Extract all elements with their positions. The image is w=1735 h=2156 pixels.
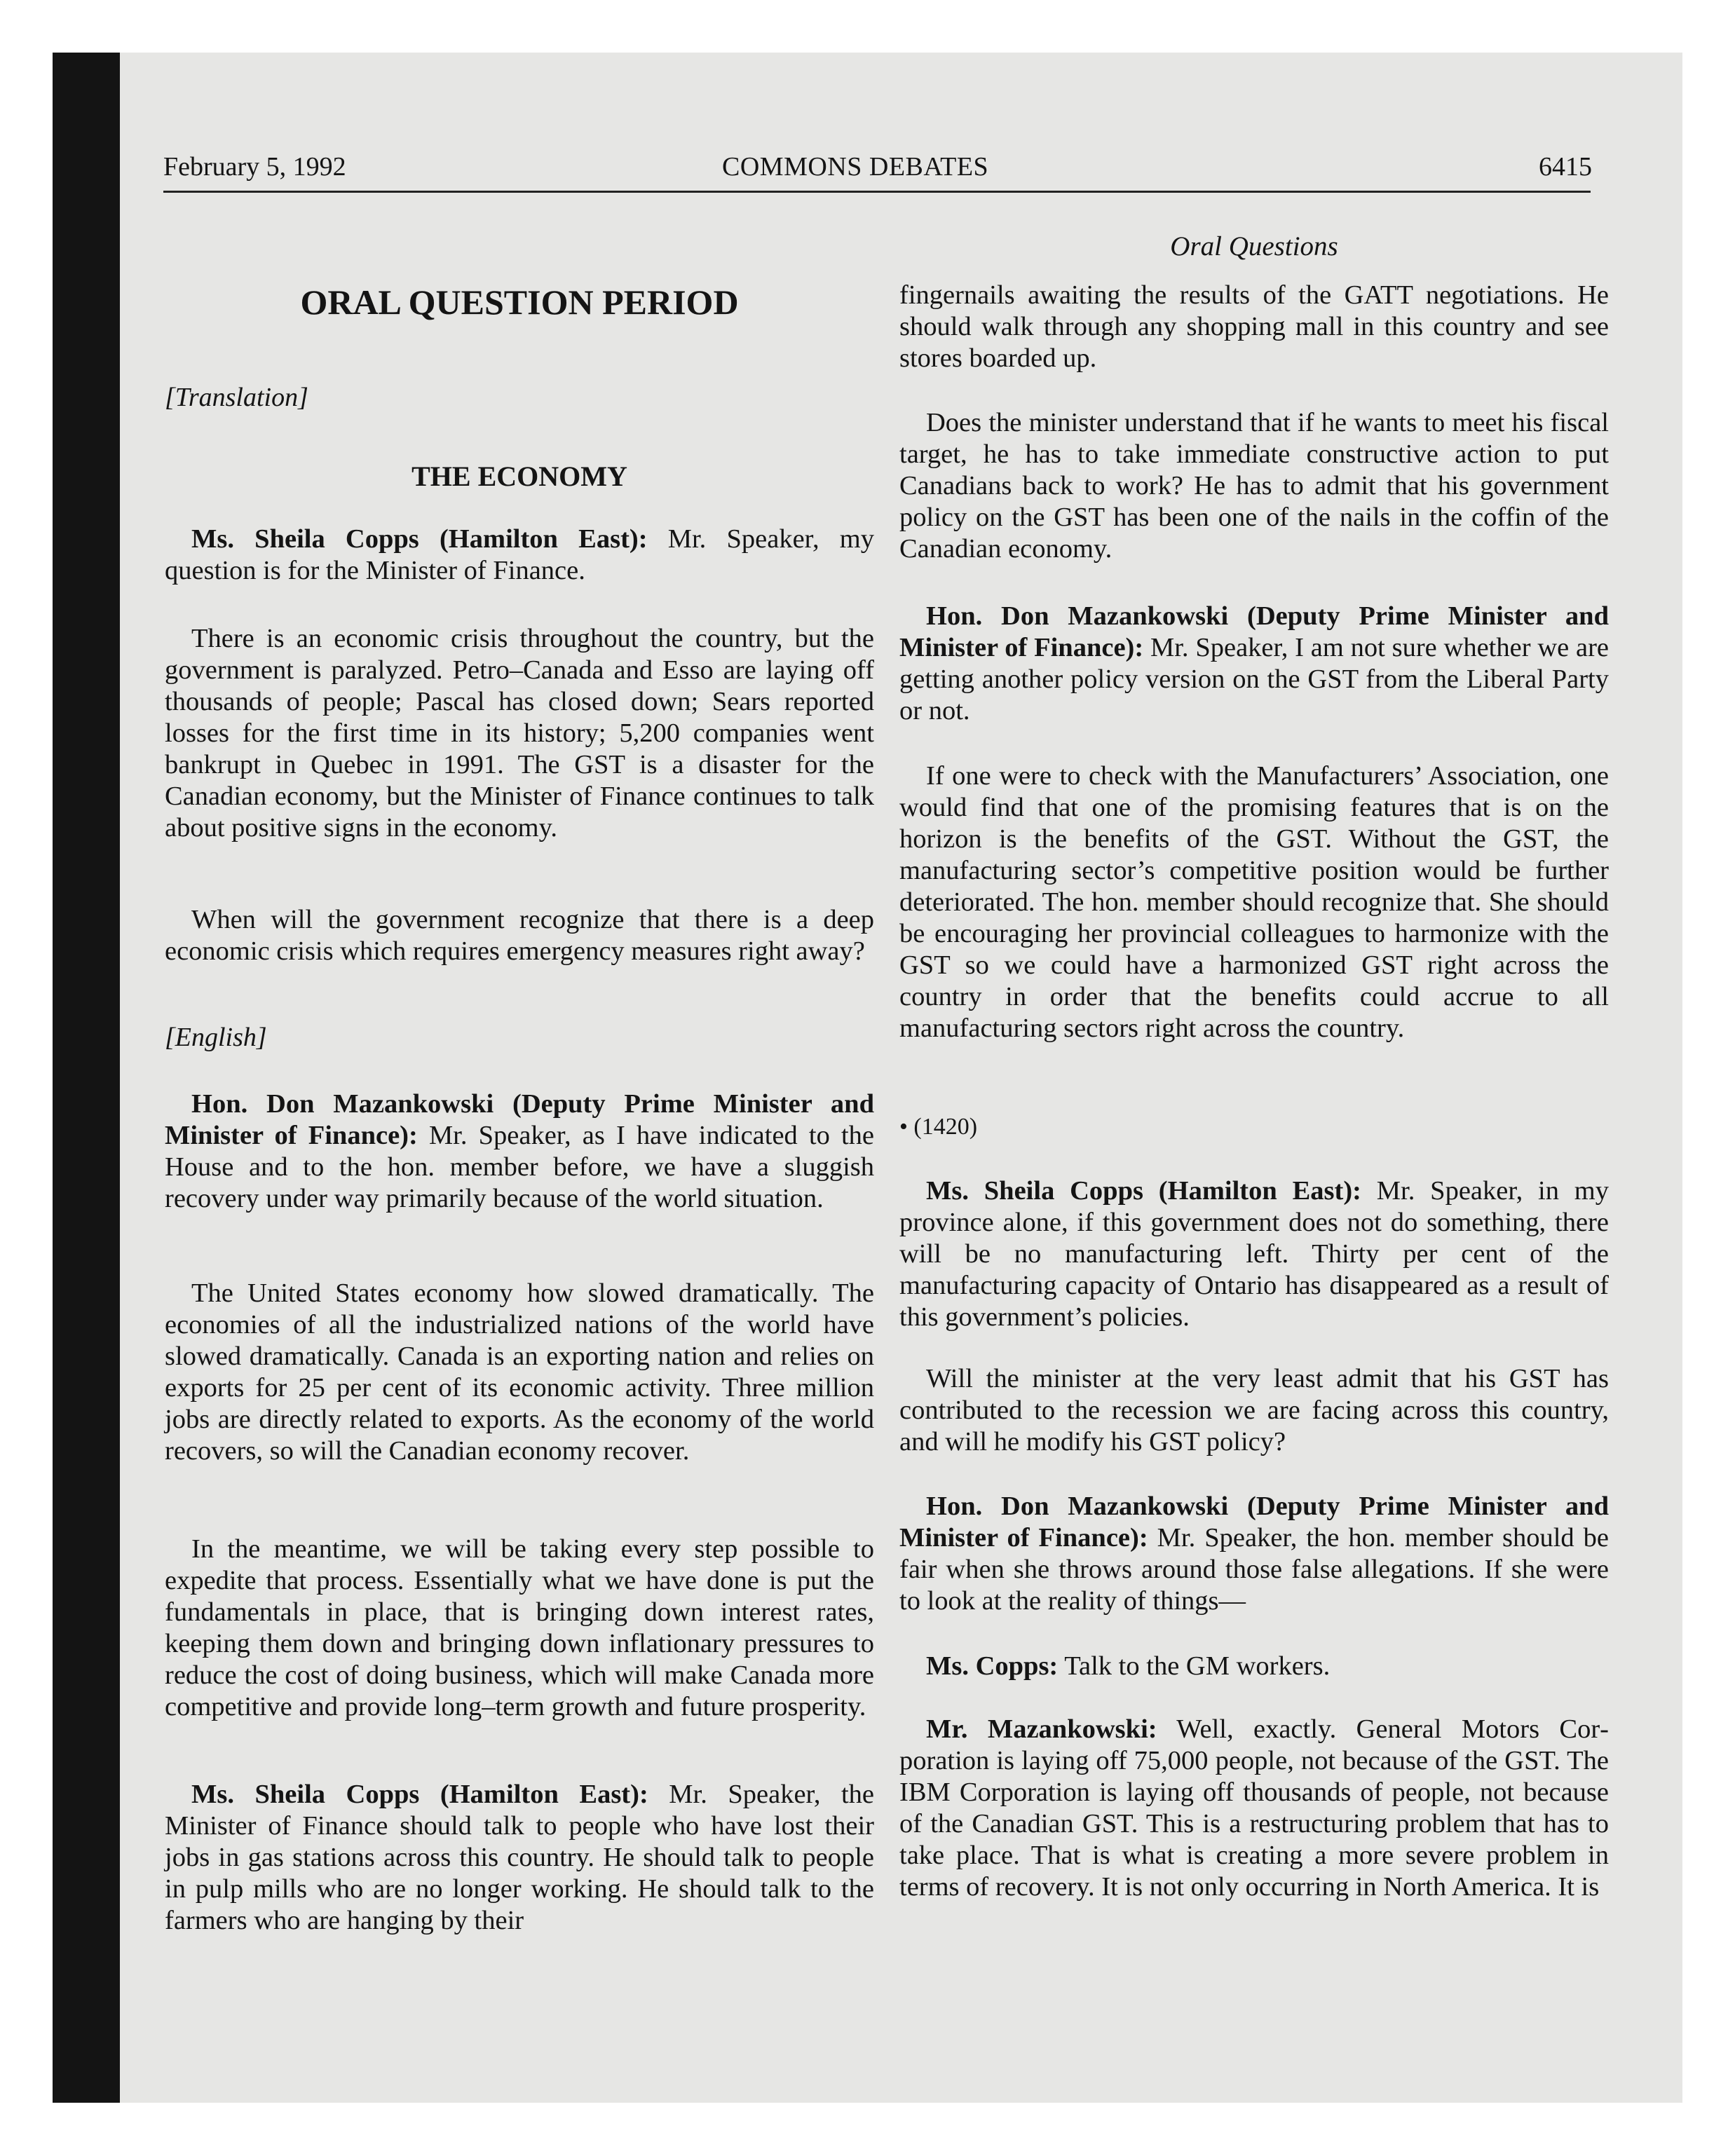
paragraph: Does the minister understand that if he wants to meet his fiscal target, he has to take immediate constructive action to put Canadians back to work? He has to admit that his government policy on the GST has been one of the nails in the coffin of the Canadian economy. bbox=[899, 408, 1609, 564]
paragraph bbox=[165, 1779, 874, 1937]
binding-edge bbox=[53, 53, 120, 2103]
paragraph: The United States economy how slowed dramatically. The economies of all the industrialized nations of the world have slowed dramatically. Canada is an exporting nation and relies on exports for 25 per cent of its economic activity. Three million jobs are directly related to exports. As the economy of the world recovers, so will the Canadian economy recover. bbox=[165, 1278, 874, 1466]
paragraph: fingernails awaiting the results of the GATT negotiations. He should walk through any shopping mall in this country and see stores boarded up. bbox=[899, 280, 1609, 373]
section-heading: ORAL QUESTION PERIOD bbox=[300, 282, 739, 322]
speaker-name: Ms. Sheila Copps (Hamilton East): bbox=[191, 524, 648, 554]
speech-text: Mr. Speaker, in my province alone, if this government does not do something, there will be no manufacturing left. Thirty per cent of the manufacturing capacity of Ontario has disappeared as a result of this government’s policies. bbox=[899, 1176, 1610, 1332]
time-marker: • (1420) bbox=[899, 1114, 978, 1140]
paragraph bbox=[899, 601, 1609, 727]
paragraph bbox=[899, 1651, 1609, 1682]
paragraph: When will the government recognize that there is a deep economic crisis which requires emergency measures right away? bbox=[165, 905, 874, 966]
speech-text: Mr. Speaker, I am not sure whether we are getting another policy version on the GST from the Liberal Party or not. bbox=[899, 633, 1609, 725]
paragraph: In the meantime, we will be taking every step possible to expedite that process. Essentially what we have done is put the fundamentals in place, that is bringing down interest rates, keeping them down and bringing down inflationary pressures to reduce the cost of doing business, which will make Canada more competitive and provide long–term growth and future prosperity. bbox=[165, 1534, 874, 1721]
header-page-number: 6415 bbox=[1539, 152, 1592, 182]
section-running-head: Oral Questions bbox=[1170, 231, 1338, 261]
paragraph: There is an economic crisis throughout the country, but the government is paralyzed. Petro–Canada and Esso are laying off thousands of people; Pascal has closed down; Sears reported losses for the first time in its history; 5,200 companies went bankrupt in Quebec in 1991. The GST is a disaster for the Canadian economy, but the Minister of Finance continues to talk about positive signs in the economy. bbox=[165, 624, 874, 842]
speaker-name: Ms. Sheila Copps (Hamilton East): bbox=[191, 1780, 648, 1809]
speaker-name: Ms. Sheila Copps (Hamilton East): bbox=[926, 1176, 1361, 1206]
paragraph bbox=[165, 1089, 874, 1215]
paragraph bbox=[165, 524, 874, 587]
speaker-name: Mr. Mazankowski: bbox=[926, 1714, 1157, 1744]
speech-text: Well, exactly. General Motors Corporation is laying off 75,000 people, not because of the GST. The IBM Corporation is laying off thousands of people, not because of the Canadian GST. This is a restructuring problem that has to take place. That is what is creating a more severe problem in terms of recovery. It is not only occurring in North America. It is bbox=[899, 1714, 1609, 1902]
speech-text: Mr. Speaker, the Minister of Finance should talk to people who have lost their jobs in gas stations across this country. He should talk to people in pulp mills who are no longer working. He should talk to the farmers who are hanging by their bbox=[165, 1780, 875, 1935]
english-note: [English] bbox=[165, 1023, 267, 1052]
paragraph bbox=[899, 1714, 1609, 1903]
paragraph bbox=[899, 1175, 1609, 1333]
translation-note: [Translation] bbox=[165, 383, 308, 412]
paragraph: Will the minister at the very least admit that his GST has contributed to the recession we are facing across this country, and will he modify his GST policy? bbox=[899, 1364, 1609, 1456]
speaker-name: Hon. Don Mazankowski (Deputy Prime Minister and Minister of Finance): bbox=[165, 1089, 874, 1150]
speaker-name: Ms. Copps: bbox=[926, 1651, 1059, 1681]
speech-text: Mr. Speaker, the hon. member should be fair when she throws around those false allegations. If she were to look at the reality of things— bbox=[899, 1523, 1610, 1616]
header-rule bbox=[163, 191, 1591, 193]
topic-heading: THE ECONOMY bbox=[411, 460, 627, 492]
header-date: February 5, 1992 bbox=[163, 152, 346, 182]
paragraph: If one were to check with the Manufacturers’ Association, one would find that one of the promising features that is on the horizon is the benefits of the GST. Without the GST, the manufacturing sector’s competitive position would be further deteriorated. The hon. member should recognize that. She should be encouraging her provincial colleagues to harmonize with the GST so we could have a harmonized GST right across the country in order that the benefits could accrue to all manufacturing sectors right across the country. bbox=[899, 761, 1609, 1043]
speaker-name: Hon. Don Mazankowski (Deputy Prime Minister and Minister of Finance): bbox=[899, 1492, 1609, 1553]
paragraph bbox=[899, 1491, 1609, 1617]
speech-text: Mr. Speaker, my question is for the Minister of Finance. bbox=[165, 524, 874, 585]
speech-text: Mr. Speaker, as I have indicated to the House and to the hon. member before, we have a sluggish recovery under way primarily because of the world situation. bbox=[165, 1121, 874, 1213]
header-title: COMMONS DEBATES bbox=[722, 152, 989, 182]
speaker-name: Hon. Don Mazankowski (Deputy Prime Minister and Minister of Finance): bbox=[899, 601, 1609, 662]
speech-text: Talk to the GM workers. bbox=[1058, 1651, 1331, 1681]
